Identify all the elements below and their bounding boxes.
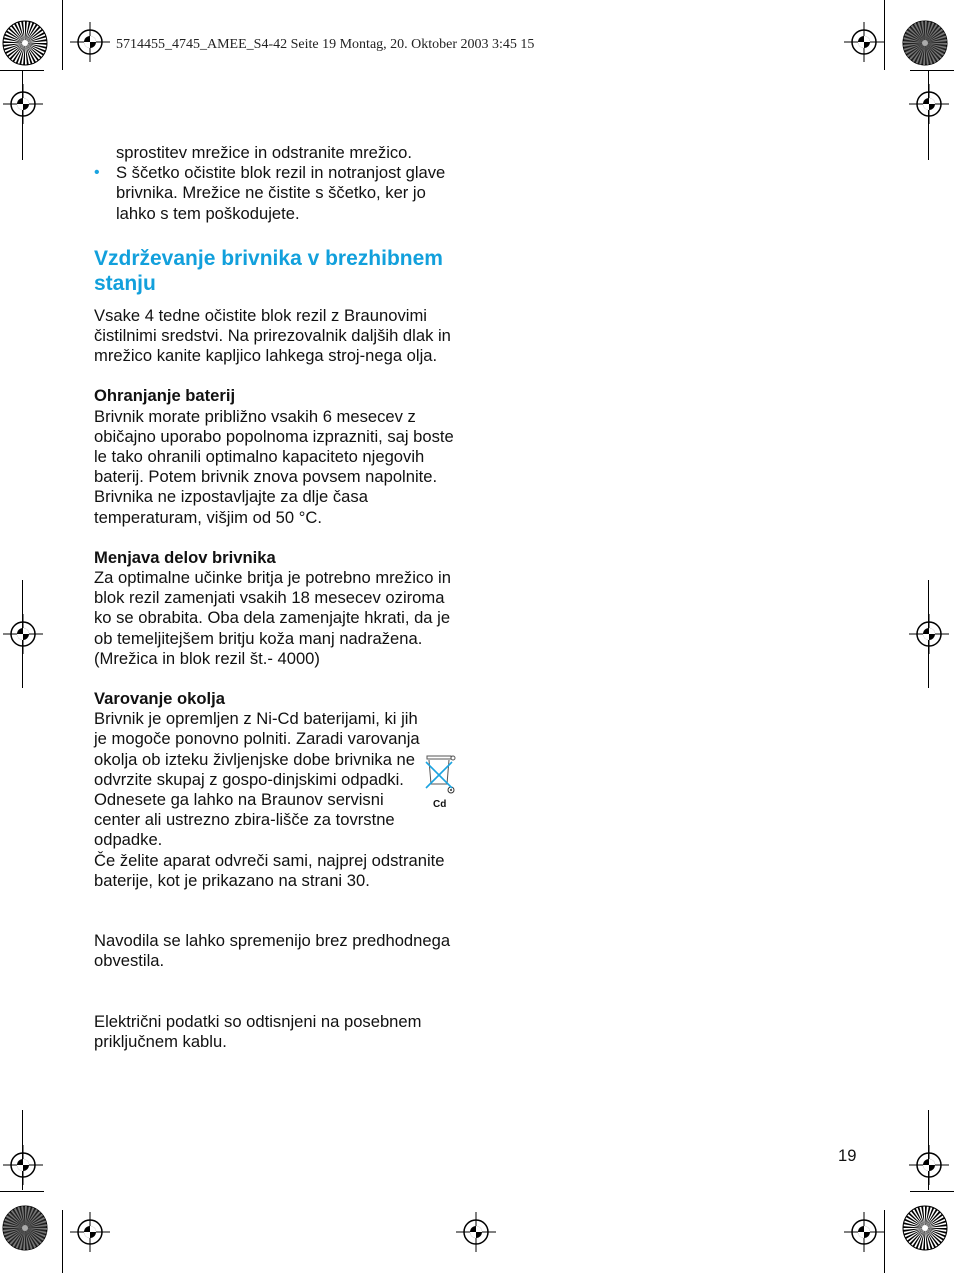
notice-text: Navodila se lahko spremenijo brez predhodnega obvestila.: [94, 931, 451, 971]
registration-target-icon: [909, 84, 949, 124]
intro-paragraph: Vsake 4 tedne očistite blok rezil z Braunovimi čistilnimi sredstvi. Na prirezovalnik daljših dlak in mrežico kanite kapljico lahkega stroj-nega olja.: [94, 305, 451, 366]
bullet-item: [94, 163, 460, 224]
bullet-dot-icon: •: [94, 164, 100, 182]
environment-text: Brivnik je opremljen z Ni-Cd baterijami, ki jih je mogoče ponovno polniti. Zaradi varovanja okolja ob izteku življenjske dobe brivnika ne odvrzite skupaj z gospo-dinjskimi odpadki. Odnesete ga lahko na Braunov servisni center ali ustrezno zbira-lišče za tovrstne odpadke.: [94, 709, 420, 850]
parts-heading: Menjava delov brivnika: [94, 547, 276, 567]
registration-target-icon: [844, 22, 884, 62]
crossed-bin-icon: [422, 752, 460, 796]
section-title: Vzdrževanje brivnika v brezhibnem stanju: [94, 246, 443, 295]
registration-target-icon: [909, 1145, 949, 1185]
starburst-wheel-icon: [2, 1205, 48, 1251]
batteries-heading: Ohranjanje baterij: [94, 386, 236, 406]
registration-target-icon: [3, 84, 43, 124]
registration-target-icon: [3, 1145, 43, 1185]
environment-text-2: Če želite aparat odvreči sami, najprej odstranite baterije, kot je prikazano na strani 30.: [94, 850, 445, 890]
main-column: [94, 143, 460, 1052]
environment-heading: Varovanje okolja: [94, 689, 225, 709]
continuation-text: sprostitev mrežice in odstranite mrežico.: [116, 143, 413, 162]
registration-target-icon: [3, 614, 43, 654]
registration-target-icon: [70, 22, 110, 62]
electrical-text: Električni podatki so odtisnjeni na posebnem priključnem kablu.: [94, 1011, 422, 1051]
starburst-wheel-icon: [902, 20, 948, 66]
cd-label: Cd: [433, 799, 447, 810]
print-info: 5714455_4745_AMEE_S4-42 Seite 19 Montag, 20. Oktober 2003 3:45 15: [116, 37, 535, 52]
weee-symbol: [422, 752, 460, 808]
registration-target-icon: [70, 1212, 110, 1252]
parts-number: (Mrežica in blok rezil št.- 4000): [94, 648, 320, 668]
starburst-wheel-icon: [2, 20, 48, 66]
bullet-text: S ščetko očistite blok rezil in notranjost glave brivnika. Mrežice ne čistite s ščetko, ker jo lahko s tem poškodujete.: [116, 163, 446, 223]
parts-text: Za optimalne učinke britja je potrebno mrežico in blok rezil zamenjati vsakih 18 mesecev oziroma ko se obrabita. Oba dela zamenjajte hkrati, da je ob temeljitejšem britju koža manj nadražena.: [94, 568, 451, 648]
registration-target-icon: [456, 1212, 496, 1252]
batteries-text: Brivnik morate približno vsakih 6 mesecev z običajno uporabo popolnoma izprazniti, saj boste le tako ohranili optimalno kapaciteto njegovih baterij. Potem brivnik znova povsem napolnite. Brivnika ne izpostavljajte za dlje časa temperaturam, višjim od 50 °C.: [94, 406, 454, 527]
starburst-wheel-icon: [902, 1205, 948, 1251]
registration-target-icon: [909, 614, 949, 654]
page-number: 19: [838, 1146, 857, 1165]
registration-target-icon: [844, 1212, 884, 1252]
